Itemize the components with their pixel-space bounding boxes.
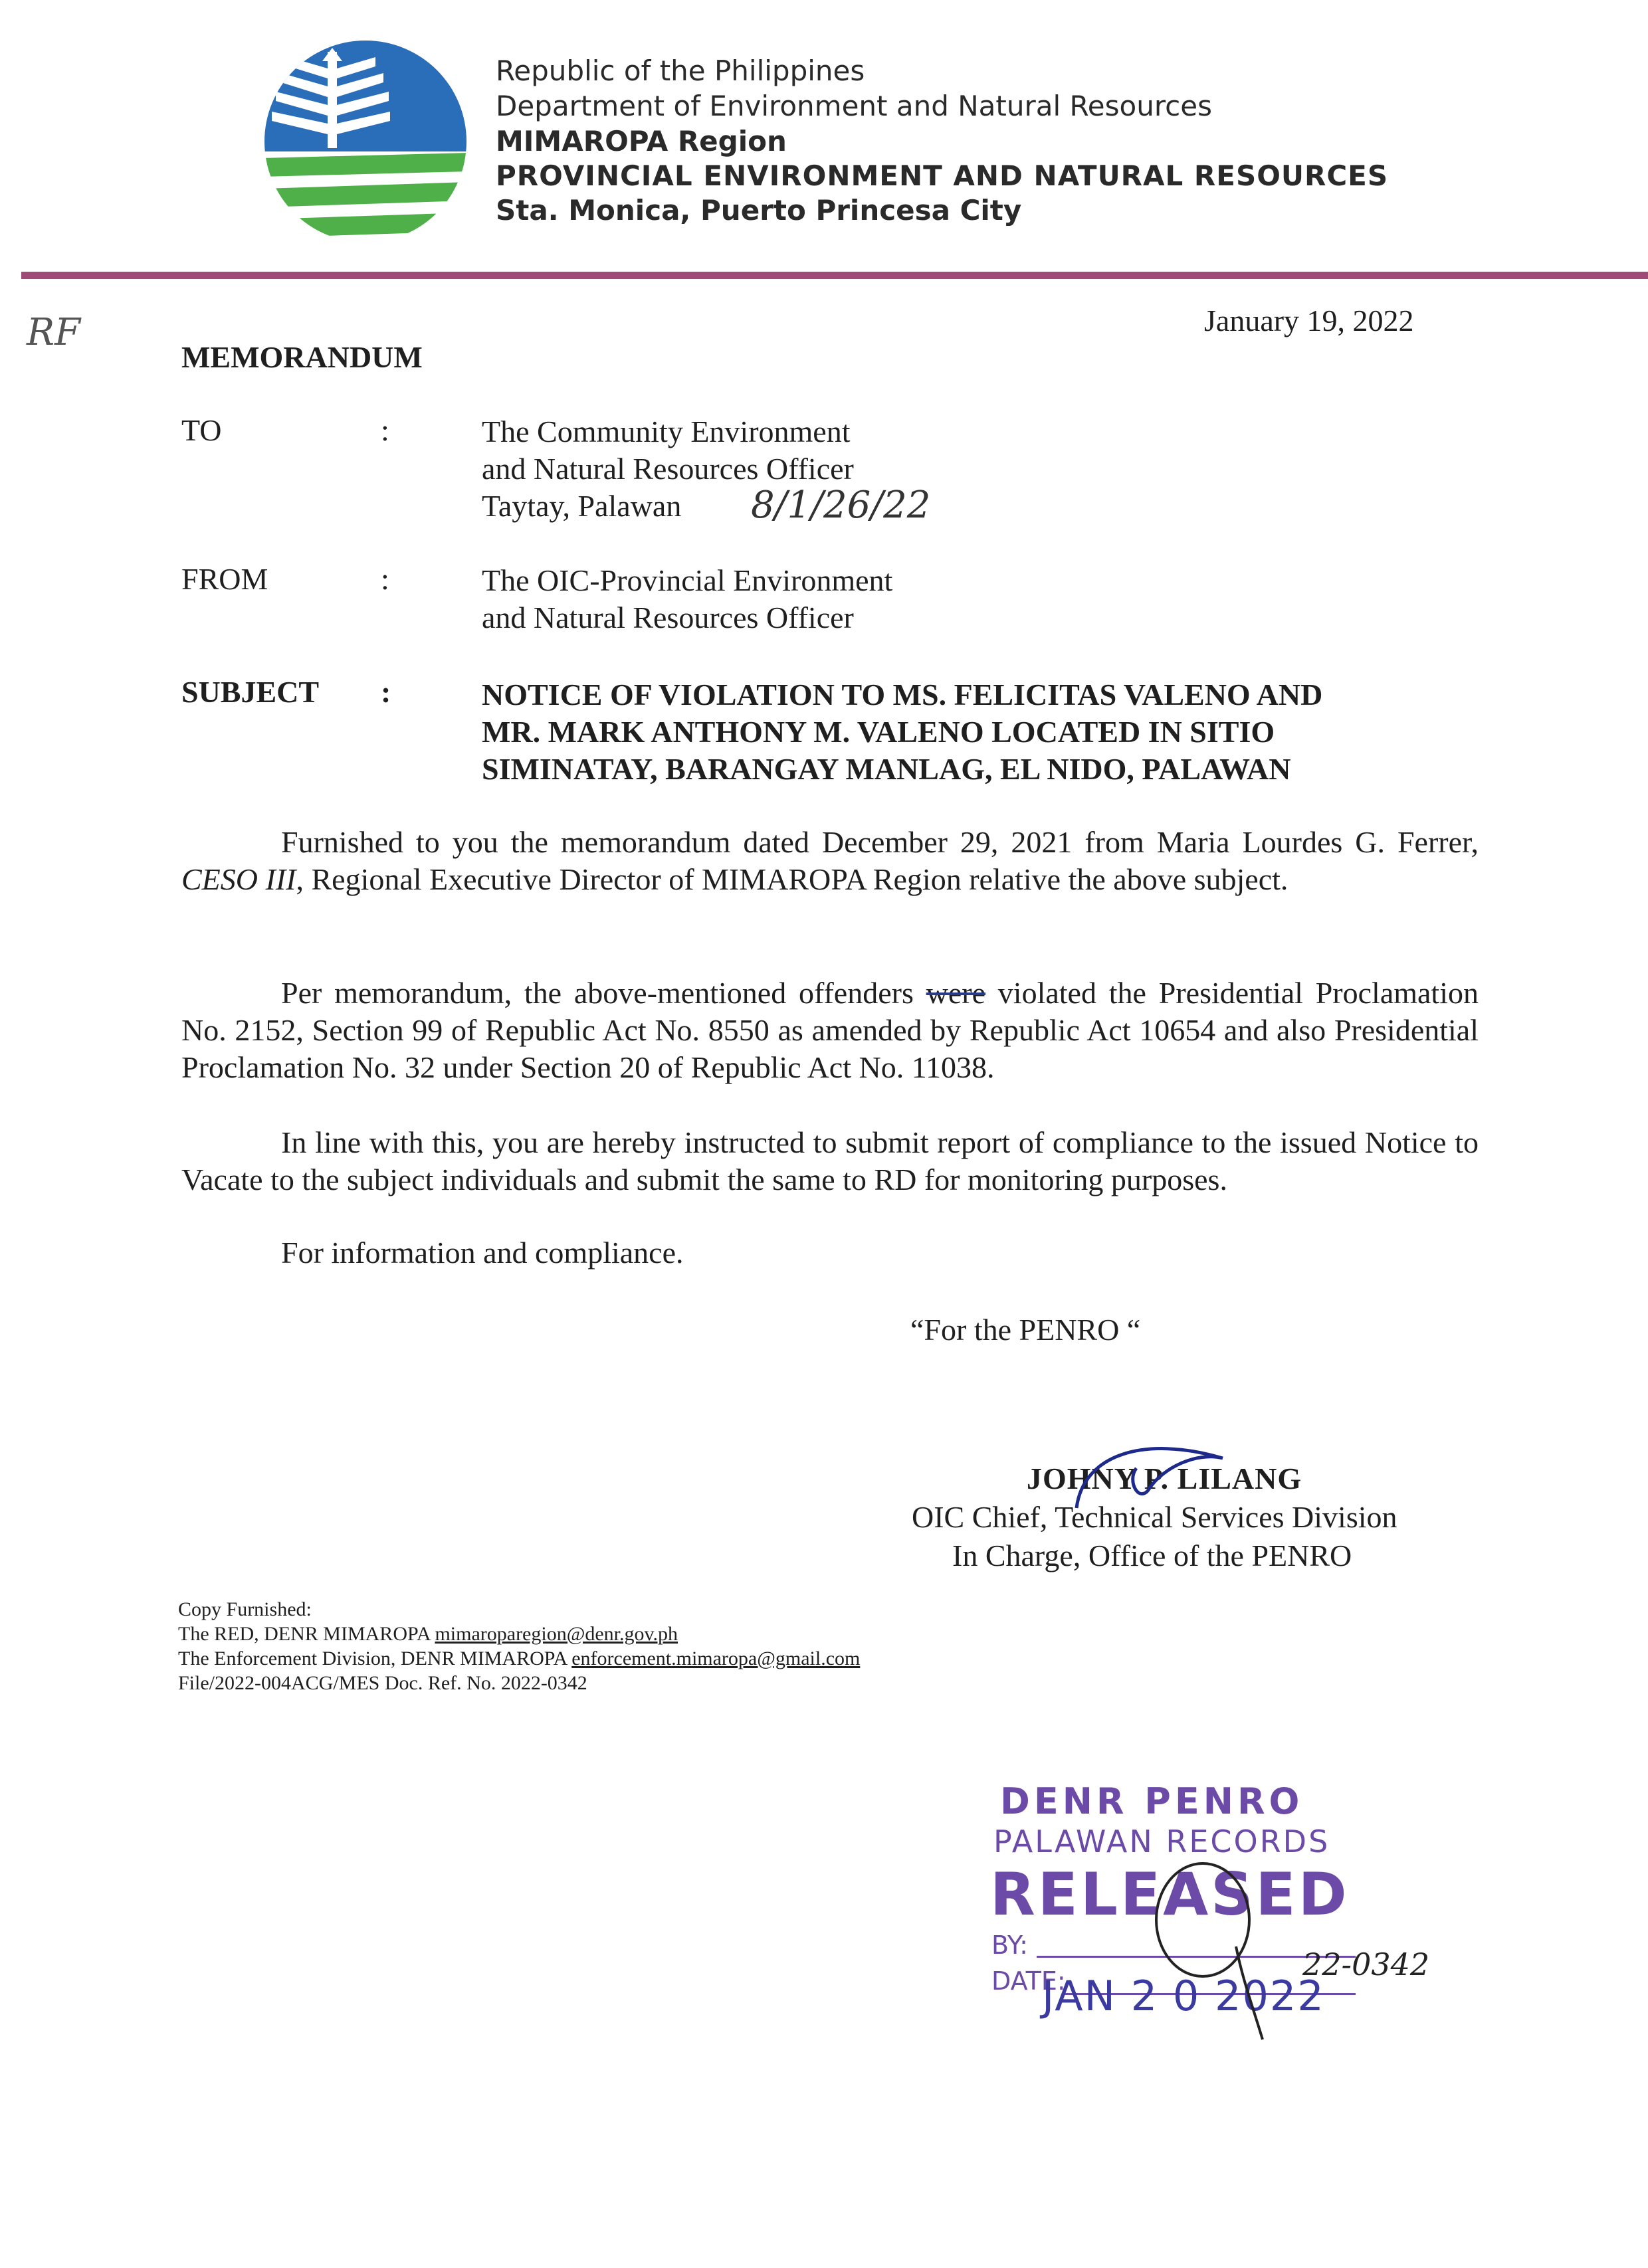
from-label: FROM [181, 562, 268, 596]
stamp-date-label: DATE: [991, 1966, 1066, 1996]
stamp-date-value: JAN 2 0 2022 [1042, 1972, 1325, 2020]
signatory-name: JOHNY P. LILANG [1027, 1462, 1302, 1495]
to-line-1: The Community Environment [482, 415, 851, 448]
header-line-department: Department of Environment and Natural Resources [496, 90, 1212, 122]
email-link-enforcement[interactable]: enforcement.mimaropa@gmail.com [571, 1648, 861, 1669]
paragraph-1-text-a: Furnished to you the memorandum dated December 29, 2021 from Maria Lourdes G. Ferrer, [281, 825, 1479, 859]
header-divider [21, 272, 1648, 279]
stamp-by-label: BY: [991, 1931, 1028, 1960]
header-line-region: MIMAROPA Region [496, 125, 787, 157]
paragraph-3-text: In line with this, you are hereby instructed to submit report of compliance to the issued Notice to Vacate to the subject individuals and submit the same to RD for monitoring purposes. [181, 1125, 1479, 1196]
copy-furnished-line-2 [178, 1646, 860, 1671]
copy-furnished-recipient-1: The RED, DENR MIMAROPA [178, 1623, 435, 1645]
header-line-republic: Republic of the Philippines [496, 54, 865, 87]
subject-line-2: MR. MARK ANTHONY M. VALENO LOCATED IN SITIO [482, 715, 1275, 749]
handwritten-date: 8/1/26/22 [751, 484, 931, 527]
copy-furnished-line-1 [178, 1622, 678, 1646]
from-line-1: The OIC-Provincial Environment [482, 563, 893, 597]
paragraph-3 [181, 1124, 1479, 1198]
email-link-red[interactable]: mimaroparegion@denr.gov.ph [435, 1623, 678, 1645]
to-line-3: Taytay, Palawan [482, 489, 682, 523]
header-line-office: PROVINCIAL ENVIRONMENT AND NATURAL RESOURCES [496, 159, 1389, 192]
copy-furnished-heading: Copy Furnished: [178, 1598, 312, 1620]
subject-label: SUBJECT [181, 675, 320, 709]
stamp-line-1: DENR PENRO [1000, 1780, 1304, 1822]
from-line-2: and Natural Resources Officer [482, 601, 854, 634]
to-line-2: and Natural Resources Officer [482, 452, 854, 486]
memo-title: MEMORANDUM [181, 340, 423, 374]
header-line-address: Sta. Monica, Puerto Princesa City [496, 194, 1022, 227]
paragraph-1 [181, 824, 1479, 898]
stamp-handwritten-ref: 22-0342 [1302, 1946, 1430, 1982]
stamp-line-2: PALAWAN RECORDS [993, 1824, 1330, 1859]
to-colon: : [381, 413, 389, 447]
memo-date: January 19, 2022 [1204, 304, 1414, 337]
paragraph-1-text-b: , Regional Executive Director of MIMAROPA Region relative the above subject. [296, 862, 1288, 896]
stamp-line-3: RELEASED [990, 1860, 1350, 1929]
copy-furnished-line-3: File/2022-004ACG/MES Doc. Ref. No. 2022-0342 [178, 1672, 587, 1694]
paragraph-2-text-a: Per memorandum, the above-mentioned offenders [281, 976, 926, 1010]
signature-scribble [1063, 1428, 1263, 1528]
closing-line: “For the PENRO “ [910, 1313, 1141, 1347]
paragraph-2-struck-word: were [926, 976, 986, 1010]
subject-line-3: SIMINATAY, BARANGAY MANLAG, EL NIDO, PALAWAN [482, 752, 1291, 786]
paragraph-2-text-b: violated the Presidential Proclamation No. 2152, Section 99 of Republic Act No. 8550 as amended by Republic Act 10654 and also Presidential Proclamation No. 32 under Section 20 of Republic Act No. 11038. [181, 976, 1479, 1084]
copy-furnished-recipient-2: The Enforcement Division, DENR MIMAROPA [178, 1648, 572, 1669]
margin-note: RF [27, 311, 81, 354]
paragraph-2 [181, 975, 1479, 1086]
denr-logo-icon [262, 39, 468, 244]
paragraph-4: For information and compliance. [281, 1236, 684, 1270]
signatory-title-2: In Charge, Office of the PENRO [952, 1539, 1352, 1572]
stamp-signature-loop [1136, 1847, 1269, 2046]
from-colon: : [381, 562, 389, 596]
to-label: TO [181, 413, 222, 447]
signatory-title-1: OIC Chief, Technical Services Division [912, 1500, 1397, 1534]
subject-colon: : [381, 675, 391, 709]
subject-line-1: NOTICE OF VIOLATION TO MS. FELICITAS VALENO AND [482, 678, 1323, 711]
paragraph-1-italic: CESO III [181, 862, 296, 896]
